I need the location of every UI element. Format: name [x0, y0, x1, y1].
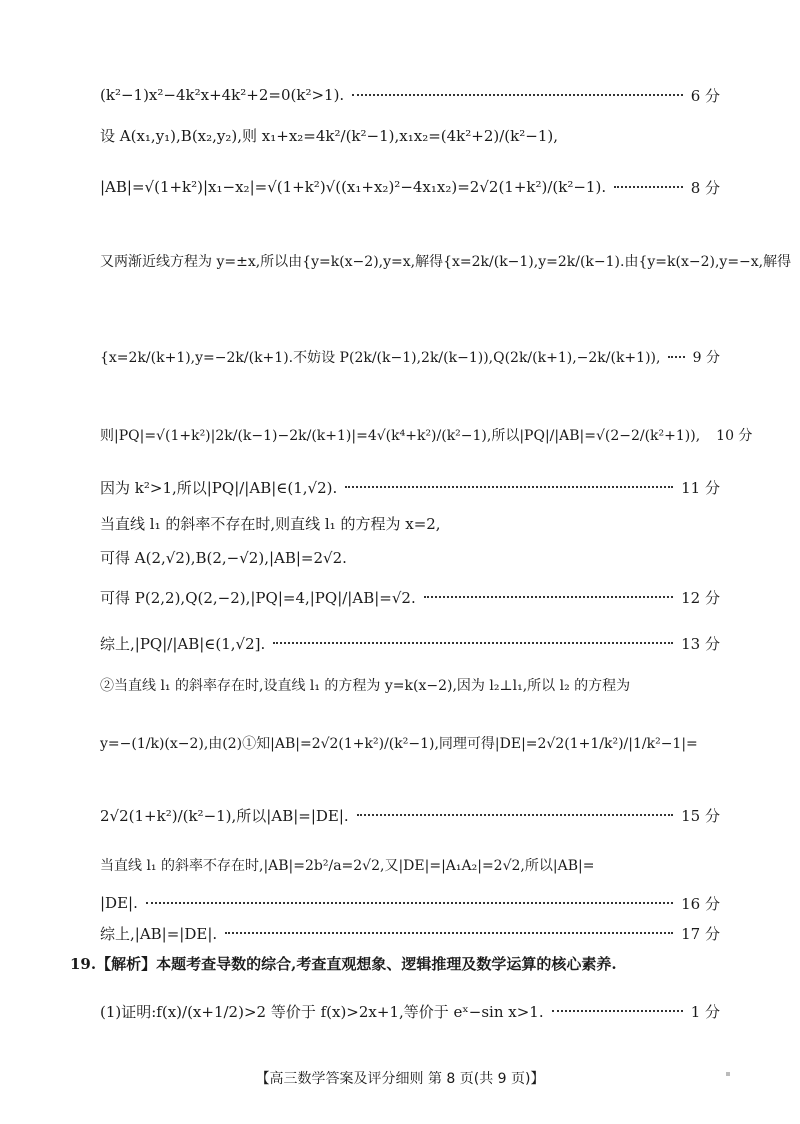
leader-dots: [668, 356, 684, 358]
line-2: [100, 120, 720, 150]
line-17-equation: 综上,|AB|=|DE|.: [100, 924, 218, 943]
line-16: [100, 888, 720, 918]
line-14-equation: 2√2(1+k²)/(k²−1),所以|AB|=|DE|.: [100, 806, 349, 825]
line-4: [100, 246, 792, 276]
leader-dots: [424, 596, 673, 598]
line-3-score: 8 分: [690, 178, 720, 197]
line-17-score: 17 分: [681, 924, 720, 943]
line-13-text: y=−(1/k)(x−2),由(2)①知|AB|=2√2(1+k²)/(k²−1),同理可得|DE|=2√2(1+1/k²)/|1/k²−1|=: [100, 736, 698, 752]
line-1-score: 6 分: [690, 86, 720, 105]
leader-dots: [614, 186, 683, 188]
line-4-text: 又两渐近线方程为 y=±x,所以由{y=k(x−2),y=x,解得{x=2k/(k−1),y=2k/(k−1).由{y=k(x−2),y=−x,解得: [100, 254, 792, 270]
line-7-equation: 因为 k²>1,所以|PQ|/|AB|∈(1,√2).: [100, 478, 338, 497]
line-18: [70, 948, 720, 978]
line-5-equation: {x=2k/(k+1),y=−2k/(k+1).不妨设 P(2k/(k−1),2k/(k−1)),Q(2k/(k+1),−2k/(k+1)),: [100, 350, 661, 366]
line-11-score: 13 分: [681, 634, 720, 653]
page-footer: 【高三数学答案及评分细则 第 8 页(共 9 页)】: [255, 1071, 545, 1087]
line-3: [100, 172, 720, 202]
line-5-score: 9 分: [692, 350, 720, 366]
line-19: [100, 996, 720, 1026]
line-10-score: 12 分: [681, 588, 720, 607]
line-7-score: 11 分: [681, 478, 720, 497]
line-9: [100, 542, 720, 572]
leader-dots: [273, 642, 673, 644]
line-1-equation: (k²−1)x²−4k²x+4k²+2=0(k²>1).: [100, 86, 345, 104]
line-10-equation: 可得 P(2,2),Q(2,−2),|PQ|=4,|PQ|/|AB|=√2.: [100, 588, 416, 607]
line-3-equation: |AB|=√(1+k²)|x₁−x₂|=√(1+k²)√((x₁+x₂)²−4x₁x₂)=2√2(1+k²)/(k²−1).: [100, 178, 607, 196]
line-10: [100, 582, 720, 612]
line-13: [100, 728, 720, 758]
leader-dots: [357, 814, 673, 816]
line-15: [100, 850, 720, 880]
line-1: [100, 80, 720, 110]
leader-dots: [225, 932, 673, 934]
line-2-text: 设 A(x₁,y₁),B(x₂,y₂),则 x₁+x₂=4k²/(k²−1),x₁x₂=(4k²+2)/(k²−1),: [100, 126, 558, 145]
line-16-score: 16 分: [681, 894, 720, 913]
leader-dots: [345, 486, 673, 488]
line-6: [100, 420, 753, 450]
line-12-text: ②当直线 l₁ 的斜率存在时,设直线 l₁ 的方程为 y=k(x−2),因为 l₂⊥l₁,所以 l₂ 的方程为: [100, 678, 631, 694]
line-16-equation: |DE|.: [100, 894, 138, 912]
line-7: [100, 472, 720, 502]
line-9-text: 可得 A(2,√2),B(2,−√2),|AB|=2√2.: [100, 548, 347, 567]
line-8: [100, 508, 720, 538]
scan-speck: [726, 1072, 730, 1076]
line-6-equation: 则|PQ|=√(1+k²)|2k/(k−1)−2k/(k+1)|=4√(k⁴+k²)/(k²−1),所以|PQ|/|AB|=√(2−2/(k²+1)),: [100, 428, 701, 444]
line-6-score: 10 分: [716, 428, 753, 444]
line-5: [100, 342, 720, 372]
leader-dots: [146, 902, 673, 904]
leader-dots: [352, 94, 682, 96]
line-15-text: 当直线 l₁ 的斜率不存在时,|AB|=2b²/a=2√2,又|DE|=|A₁A₂|=2√2,所以|AB|=: [100, 858, 595, 874]
line-19-equation: (1)证明:f(x)/(x+1/2)>2 等价于 f(x)>2x+1,等价于 eˣ−sin x>1.: [100, 1002, 544, 1021]
line-8-text: 当直线 l₁ 的斜率不存在时,则直线 l₁ 的方程为 x=2,: [100, 514, 441, 533]
line-11: [100, 628, 720, 658]
line-19-score: 1 分: [690, 1002, 720, 1021]
line-14: [100, 800, 720, 830]
line-17: [100, 918, 720, 948]
line-14-score: 15 分: [681, 806, 720, 825]
line-11-equation: 综上,|PQ|/|AB|∈(1,√2].: [100, 634, 266, 653]
problem-19-heading: 19.【解析】本题考查导数的综合,考查直观想象、逻辑推理及数学运算的核心素养.: [70, 954, 617, 973]
leader-dots: [552, 1010, 683, 1012]
line-12: [100, 670, 720, 700]
